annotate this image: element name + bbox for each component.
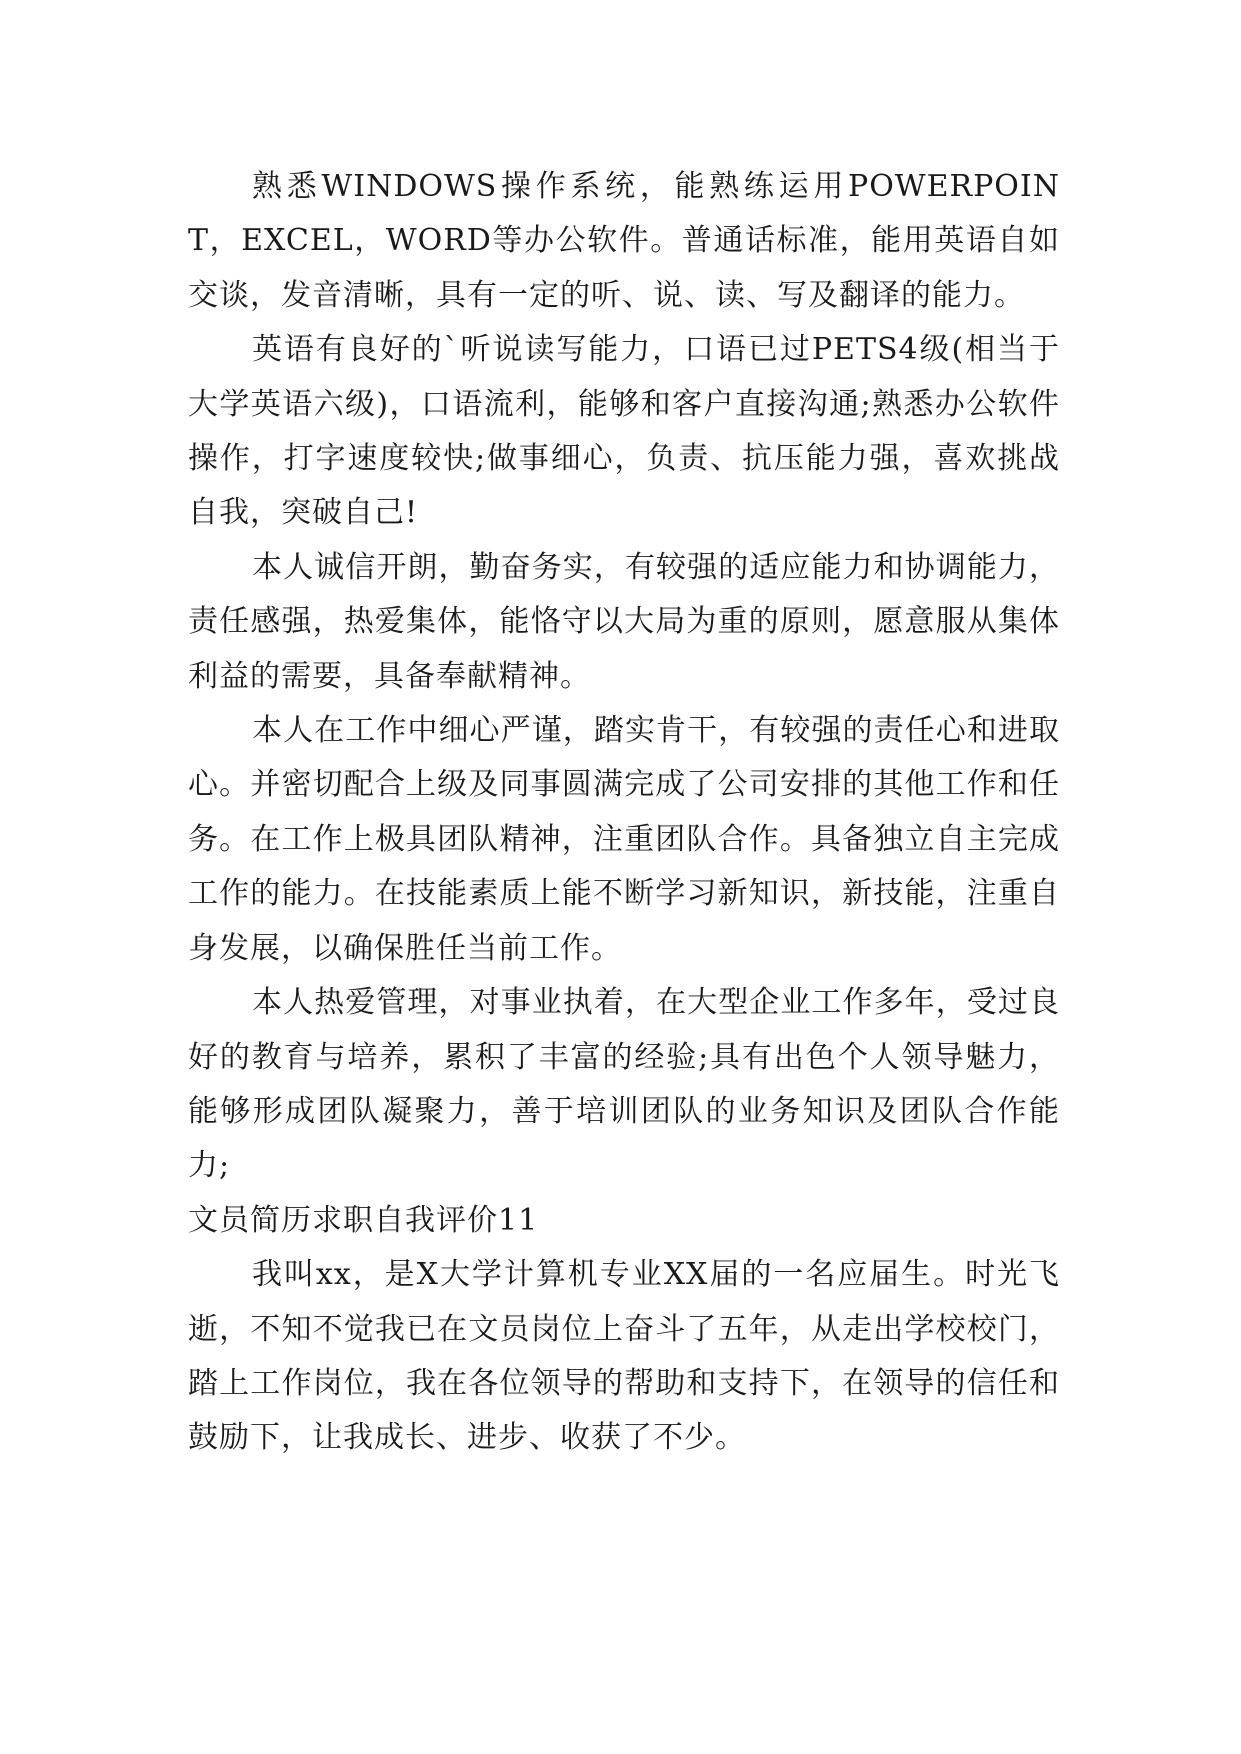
paragraph-self-introduction: 我叫xx，是X大学计算机专业XX届的一名应届生。时光飞逝，不知不觉我已在文员岗位上奋斗了五年，从走出学校校门，踏上工作岗位，我在各位领导的帮助和支持下，在领导的信任和鼓励下，让我成长、进步、收获了不少。 xyxy=(188,1257,1060,1456)
section-heading: 文员简历求职自我评价11 xyxy=(188,1202,539,1238)
paragraph-work-attitude: 本人在工作中细心严谨，踏实肯干，有较强的责任心和进取心。并密切配合上级及同事圆满完成了公司安排的其他工作和任务。在工作上极具团队精神，注重团队合作。具备独立自主完成工作的能力。在技能素质上能不断学习新知识，新技能，注重自身发展，以确保胜任当前工作。 xyxy=(188,713,1060,966)
paragraph-english-ability: 英语有良好的`听说读写能力，口语已过PETS4级(相当于大学英语六级)，口语流利，能够和客户直接沟通;熟悉办公软件操作，打字速度较快;做事细心，负责、抗压能力强，喜欢挑战自我，突破自己! xyxy=(188,332,1060,531)
paragraph-computer-skills: 熟悉WINDOWS操作系统，能熟练运用POWERPOINT，EXCEL，WORD等办公软件。普通话标准，能用英语自如交谈，发音清晰，具有一定的听、说、读、写及翻译的能力。 xyxy=(188,169,1060,313)
document-body xyxy=(188,160,1060,1466)
paragraph-management: 本人热爱管理，对事业执着，在大型企业工作多年，受过良好的教育与培养，累积了丰富的经验;具有出色个人领导魅力，能够形成团队凝聚力，善于培训团队的业务知识及团队合作能力; xyxy=(188,985,1060,1184)
paragraph-personality: 本人诚信开朗，勤奋务实，有较强的适应能力和协调能力，责任感强，热爱集体，能恪守以大局为重的原则，愿意服从集体利益的需要，具备奉献精神。 xyxy=(188,549,1060,694)
